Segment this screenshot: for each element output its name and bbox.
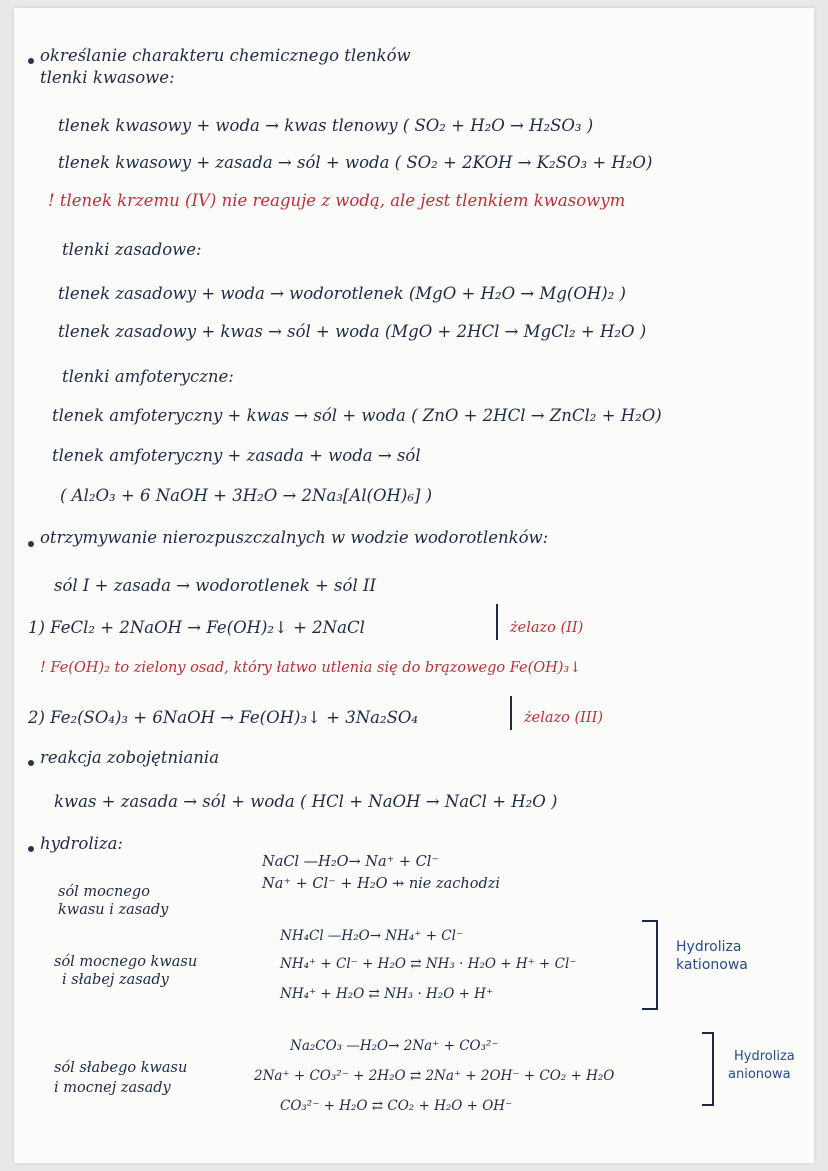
equation-line: Na⁺ + Cl⁻ + H₂O ⇸ nie zachodzi bbox=[262, 876, 501, 892]
hydrolysis-type: anionowa bbox=[728, 1067, 791, 1082]
element-label: żelazo (III) bbox=[524, 710, 603, 726]
equation-line: CO₃²⁻ + H₂O ⇄ CO₂ + H₂O + OH⁻ bbox=[280, 1098, 513, 1114]
section-header: określanie charakteru chemicznego tlenków bbox=[40, 46, 411, 65]
element-label: żelazo (II) bbox=[510, 620, 584, 636]
warning-note: ! Fe(OH)₂ to zielony osad, który łatwo utlenia się do brązowego Fe(OH)₃↓ bbox=[40, 660, 582, 676]
equation-line: tlenek amfoteryczny + kwas → sól + woda ( ZnO + 2HCl → ZnCl₂ + H₂O) bbox=[52, 406, 662, 425]
equation-line: 2Na⁺ + CO₃²⁻ + 2H₂O ⇄ 2Na⁺ + 2OH⁻ + CO₂ + H₂O bbox=[254, 1068, 615, 1084]
subsection-title: tlenki zasadowe: bbox=[62, 240, 202, 259]
bullet-icon bbox=[28, 760, 34, 766]
bullet-icon bbox=[28, 846, 34, 852]
hydrolysis-type: Hydroliza bbox=[734, 1049, 795, 1064]
subsection-title: tlenki amfoteryczne: bbox=[62, 367, 234, 386]
equation-line: NH₄⁺ + Cl⁻ + H₂O ⇄ NH₃ · H₂O + H⁺ + Cl⁻ bbox=[280, 956, 577, 972]
equation-line: tlenek zasadowy + woda → wodorotlenek (MgO + H₂O → Mg(OH)₂ ) bbox=[58, 284, 626, 303]
warning-note: ! tlenek krzemu (IV) nie reaguje z wodą, ale jest tlenkiem kwasowym bbox=[48, 191, 626, 210]
notebook-page bbox=[14, 8, 814, 1163]
bracket bbox=[702, 1032, 714, 1106]
bullet-icon bbox=[28, 58, 34, 64]
salt-type-label: sól mocnego bbox=[58, 884, 150, 900]
equation-line: NaCl —H₂O→ Na⁺ + Cl⁻ bbox=[262, 854, 440, 870]
divider bbox=[496, 604, 498, 640]
equation-line: tlenek amfoteryczny + zasada + woda → sól bbox=[52, 446, 421, 465]
section-header: hydroliza: bbox=[40, 834, 123, 853]
salt-type-label: i mocnej zasady bbox=[54, 1080, 171, 1096]
equation-line: ( Al₂O₃ + 6 NaOH + 3H₂O → 2Na₃[Al(OH)₆] ) bbox=[60, 486, 433, 505]
subsection-title: tlenki kwasowe: bbox=[40, 68, 175, 87]
equation-line: tlenek kwasowy + zasada → sól + woda ( SO₂ + 2KOH → K₂SO₃ + H₂O) bbox=[58, 153, 653, 172]
equation-line: tlenek kwasowy + woda → kwas tlenowy ( SO₂ + H₂O → H₂SO₃ ) bbox=[58, 116, 594, 135]
equation-line: NH₄Cl —H₂O→ NH₄⁺ + Cl⁻ bbox=[280, 928, 464, 944]
salt-type-label: sól mocnego kwasu bbox=[54, 954, 198, 970]
hydrolysis-type: Hydroliza bbox=[676, 939, 742, 955]
section-header: otrzymywanie nierozpuszczalnych w wodzie wodorotlenków: bbox=[40, 528, 549, 547]
bracket bbox=[642, 920, 658, 1010]
salt-type-label: sól słabego kwasu bbox=[54, 1060, 188, 1076]
salt-type-label: kwasu i zasady bbox=[58, 902, 169, 918]
equation-line: Na₂CO₃ —H₂O→ 2Na⁺ + CO₃²⁻ bbox=[290, 1038, 499, 1054]
hydrolysis-type: kationowa bbox=[676, 957, 748, 973]
equation-line: NH₄⁺ + H₂O ⇄ NH₃ · H₂O + H⁺ bbox=[280, 986, 494, 1002]
divider bbox=[510, 696, 512, 730]
salt-type-label: i słabej zasady bbox=[62, 972, 169, 988]
section-header: reakcja zobojętniania bbox=[40, 748, 220, 767]
equation-line: kwas + zasada → sól + woda ( HCl + NaOH → NaCl + H₂O ) bbox=[54, 792, 558, 811]
equation-line: sól I + zasada → wodorotlenek + sól II bbox=[54, 576, 377, 595]
bullet-icon bbox=[28, 541, 34, 547]
equation-line: tlenek zasadowy + kwas → sól + woda (MgO + 2HCl → MgCl₂ + H₂O ) bbox=[58, 322, 647, 341]
equation-line: 2) Fe₂(SO₄)₃ + 6NaOH → Fe(OH)₃↓ + 3Na₂SO₄ bbox=[28, 708, 419, 727]
equation-line: 1) FeCl₂ + 2NaOH → Fe(OH)₂↓ + 2NaCl bbox=[28, 618, 365, 637]
